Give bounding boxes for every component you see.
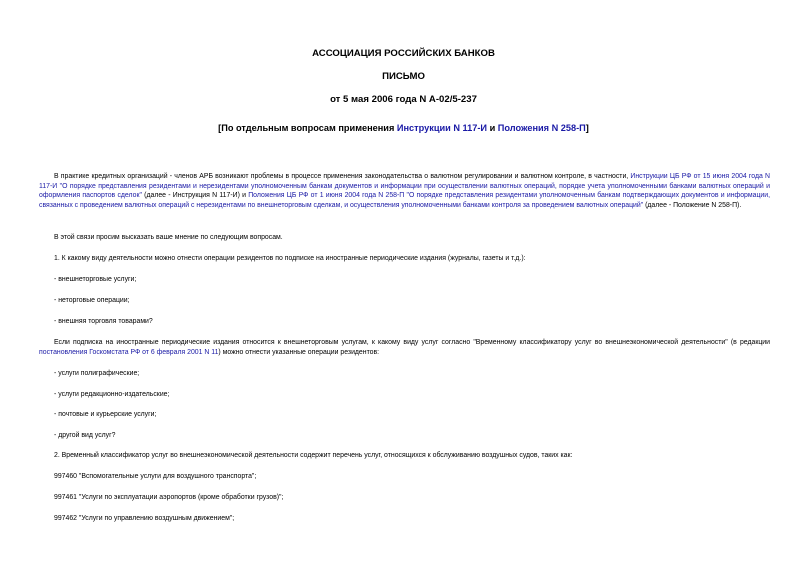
q2-item: 997462 "Услуги по управлению воздушным движением";: [54, 515, 235, 522]
followup-option: - услуги редакционно-издательские;: [54, 391, 170, 398]
intro-text-3: (далее - Положение N 258-П).: [643, 201, 742, 209]
document-subject: [0, 123, 807, 133]
q1-option: - неторговые операции;: [54, 297, 130, 304]
request-line: В этой связи просим высказать ваше мнение по следующим вопросам.: [54, 234, 283, 241]
subject-prefix: [По отдельным вопросам применения: [218, 123, 397, 133]
instruction-117-link[interactable]: Инструкции N 117-И: [396, 123, 488, 133]
intro-text-1: В практике кредитных организаций - членов АРБ возникают проблемы в процессе применения законодательства о валютном регулировании и валютном контроле, в частности,: [54, 173, 631, 180]
question-1: 1. К какому виду деятельности можно отнести операции резидентов по подписке на иностранные периодические издания (журналы, газеты и т.д.):: [54, 255, 526, 262]
subject-and: и: [487, 123, 498, 133]
followup-option: - другой вид услуг?: [54, 432, 116, 439]
q1-option: - внешняя торговля товарами?: [54, 318, 153, 325]
followup-option: - почтовые и курьерские услуги;: [54, 411, 157, 418]
followup-text-2: ) можно отнести указанные операции резидентов:: [218, 348, 380, 356]
organization-title: АССОЦИАЦИЯ РОССИЙСКИХ БАНКОВ: [312, 48, 495, 59]
q1-option: - внешнеторговые услуги;: [54, 276, 137, 283]
instruction-117-full-link[interactable]: Инструкции ЦБ РФ от 15 июня 2004 года N 117-И "О порядке представления резидентами и нерезидентами уполномоченным банкам документов и информации при осуществлении валютных операций, порядке учета уполномоченными банками валютных операций и оформления паспортов сделок": [39, 173, 770, 200]
q1-followup-paragraph: [39, 338, 770, 357]
goskomstat-resolution-link[interactable]: постановления Госкомстата РФ от 6 февраля 2001 N 11: [39, 348, 219, 356]
regulation-258-link[interactable]: Положения N 258-П: [497, 123, 586, 133]
intro-text-2: (далее - Инструкция N 117-И) и: [141, 192, 249, 200]
document-type: ПИСЬМО: [382, 71, 425, 82]
regulation-258-full-link[interactable]: Положения ЦБ РФ от 1 июня 2004 года N 258-П "О порядке представления резидентами уполномоченным банкам подтверждающих документов и информации, связанных с проведением валютных операций с нерезидентами по внешнеторговым сделкам, и осуществления уполномоченными банками контроля за проведением валютных операций": [39, 192, 771, 209]
subject-suffix: ]: [585, 123, 589, 133]
q2-item: 997460 "Вспомогательные услуги для воздушного транспорта";: [54, 473, 257, 480]
followup-option: - услуги полиграфические;: [54, 370, 140, 377]
q2-item: 997461 "Услуги по эксплуатации аэропортов (кроме обработки грузов)";: [54, 494, 284, 501]
intro-paragraph: [39, 172, 770, 210]
question-2: 2. Временный классификатор услуг во внешнеэкономической деятельности содержит перечень услуг, относящихся к обслуживанию воздушных судов, таких как:: [54, 452, 573, 459]
document-date: от 5 мая 2006 года N А-02/5-237: [330, 94, 477, 105]
followup-text-1: Если подписка на иностранные периодические издания относится к внешнеторговым услугам, к какому виду услуг согласно "Временному классификатору услуг во внешнеэкономической деятельности" (в редакции: [54, 339, 770, 346]
